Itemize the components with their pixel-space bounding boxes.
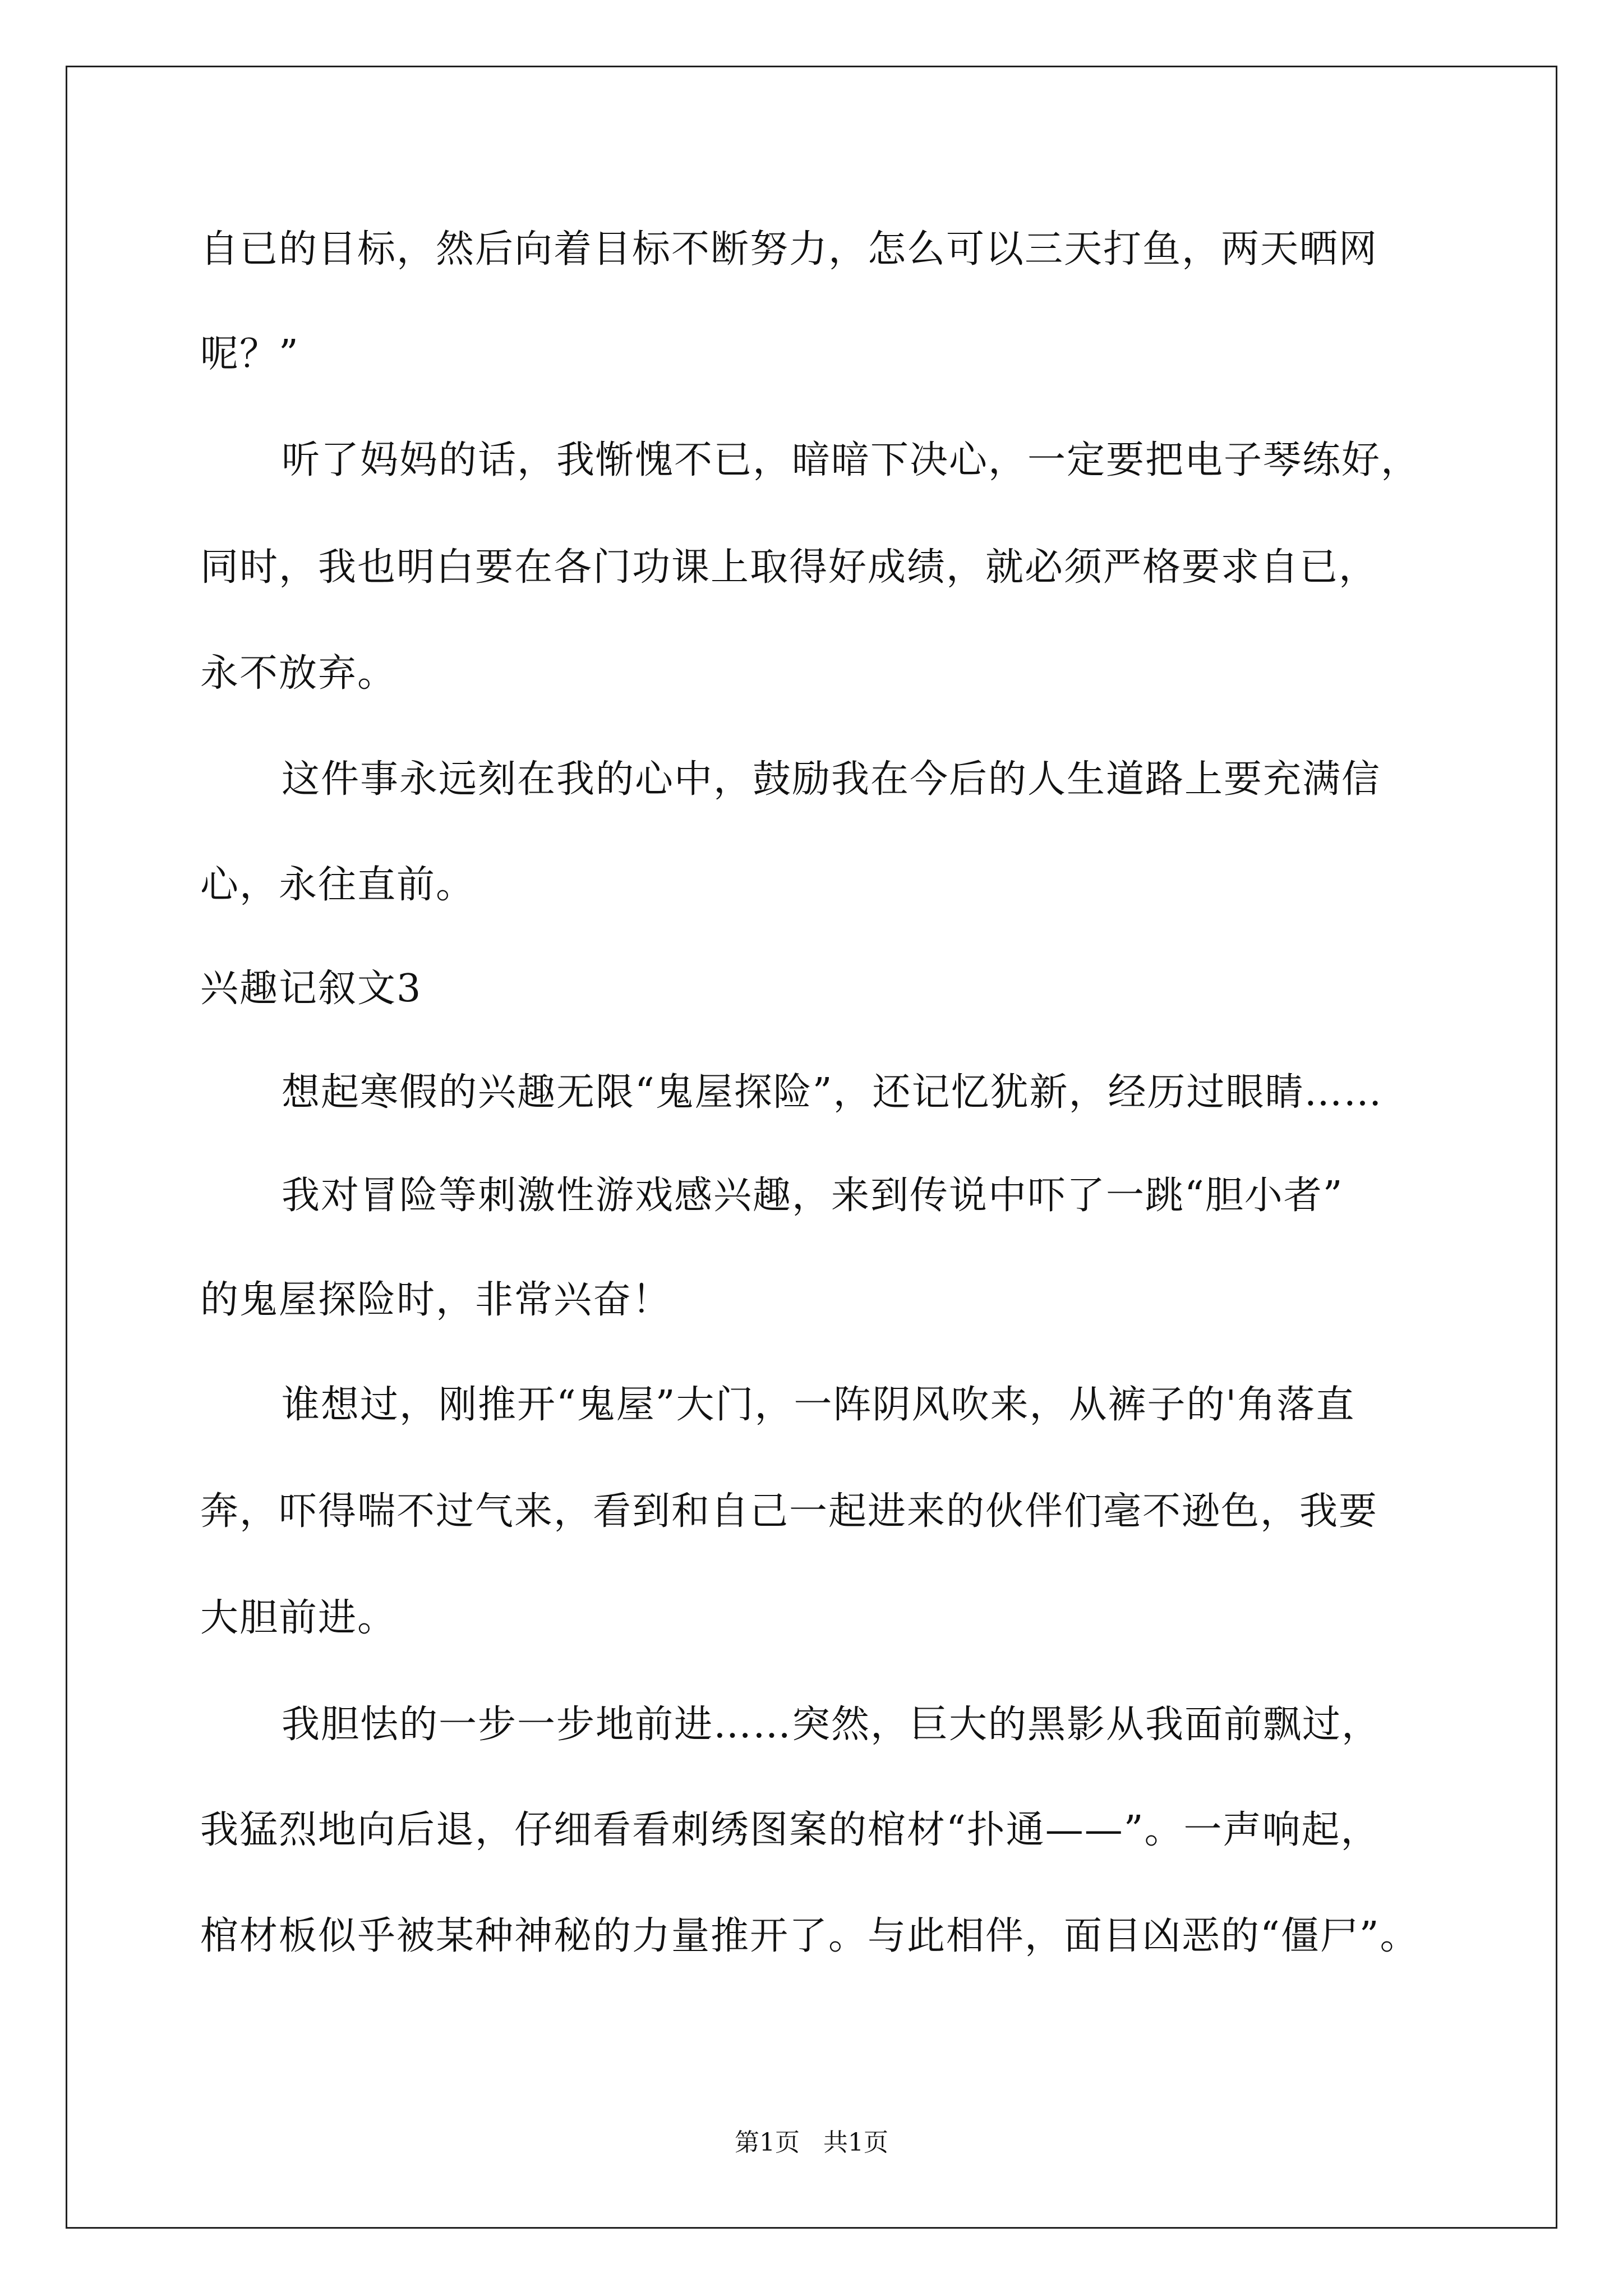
text-line: 奔，吓得喘不过气来，看到和自己一起进来的伙伴们毫不逊色，我要 [200,1489,1378,1534]
paragraph-start: 谁想过，刚推开“鬼屋”大门，一阵阴风吹来，从裤子的'角落直 [282,1383,1355,1427]
text-line: 大胆前进。 [200,1596,397,1640]
text-line: 心，永往直前。 [200,863,476,907]
section-heading: 兴趣记叙文3 [200,967,422,1011]
text-line: 的鬼屋探险时，非常兴奋！ [200,1278,672,1322]
paragraph-start: 我对冒险等刺激性游戏感兴趣，来到传说中吓了一跳“胆小者” [282,1174,1344,1218]
paragraph-start: 听了妈妈的话，我惭愧不已，暗暗下决心，一定要把电子琴练好， [282,438,1421,482]
text-line: 呢？” [200,332,299,376]
paragraph-start: 想起寒假的兴趣无限“鬼屋探险”，还记忆犹新，经历过眼睛…… [282,1070,1383,1115]
text-line: 同时，我也明白要在各门功课上取得好成绩，就必须严格要求自已， [200,545,1378,590]
paragraph-start: 这件事永远刻在我的心中，鼓励我在今后的人生道路上要充满信 [282,757,1381,802]
text-line: 自已的目标，然后向着目标不断努力，怎么可以三天打鱼，两天晒网 [200,227,1378,272]
text-line: 永不放弃。 [200,651,397,696]
text-line: 棺材板似乎被某种神秘的力量推开了。与此相伴，面目凶恶的“僵尸”。 [200,1914,1419,1958]
page-frame [66,66,1557,2229]
paragraph-start: 我胆怯的一步一步地前进……突然，巨大的黑影从我面前飘过， [282,1703,1381,1747]
text-line: 我猛烈地向后退，仔细看看刺绣图案的棺材“扑通——”。一声响起， [200,1808,1380,1852]
page-number-footer: 第1页 共1页 [735,2128,888,2157]
